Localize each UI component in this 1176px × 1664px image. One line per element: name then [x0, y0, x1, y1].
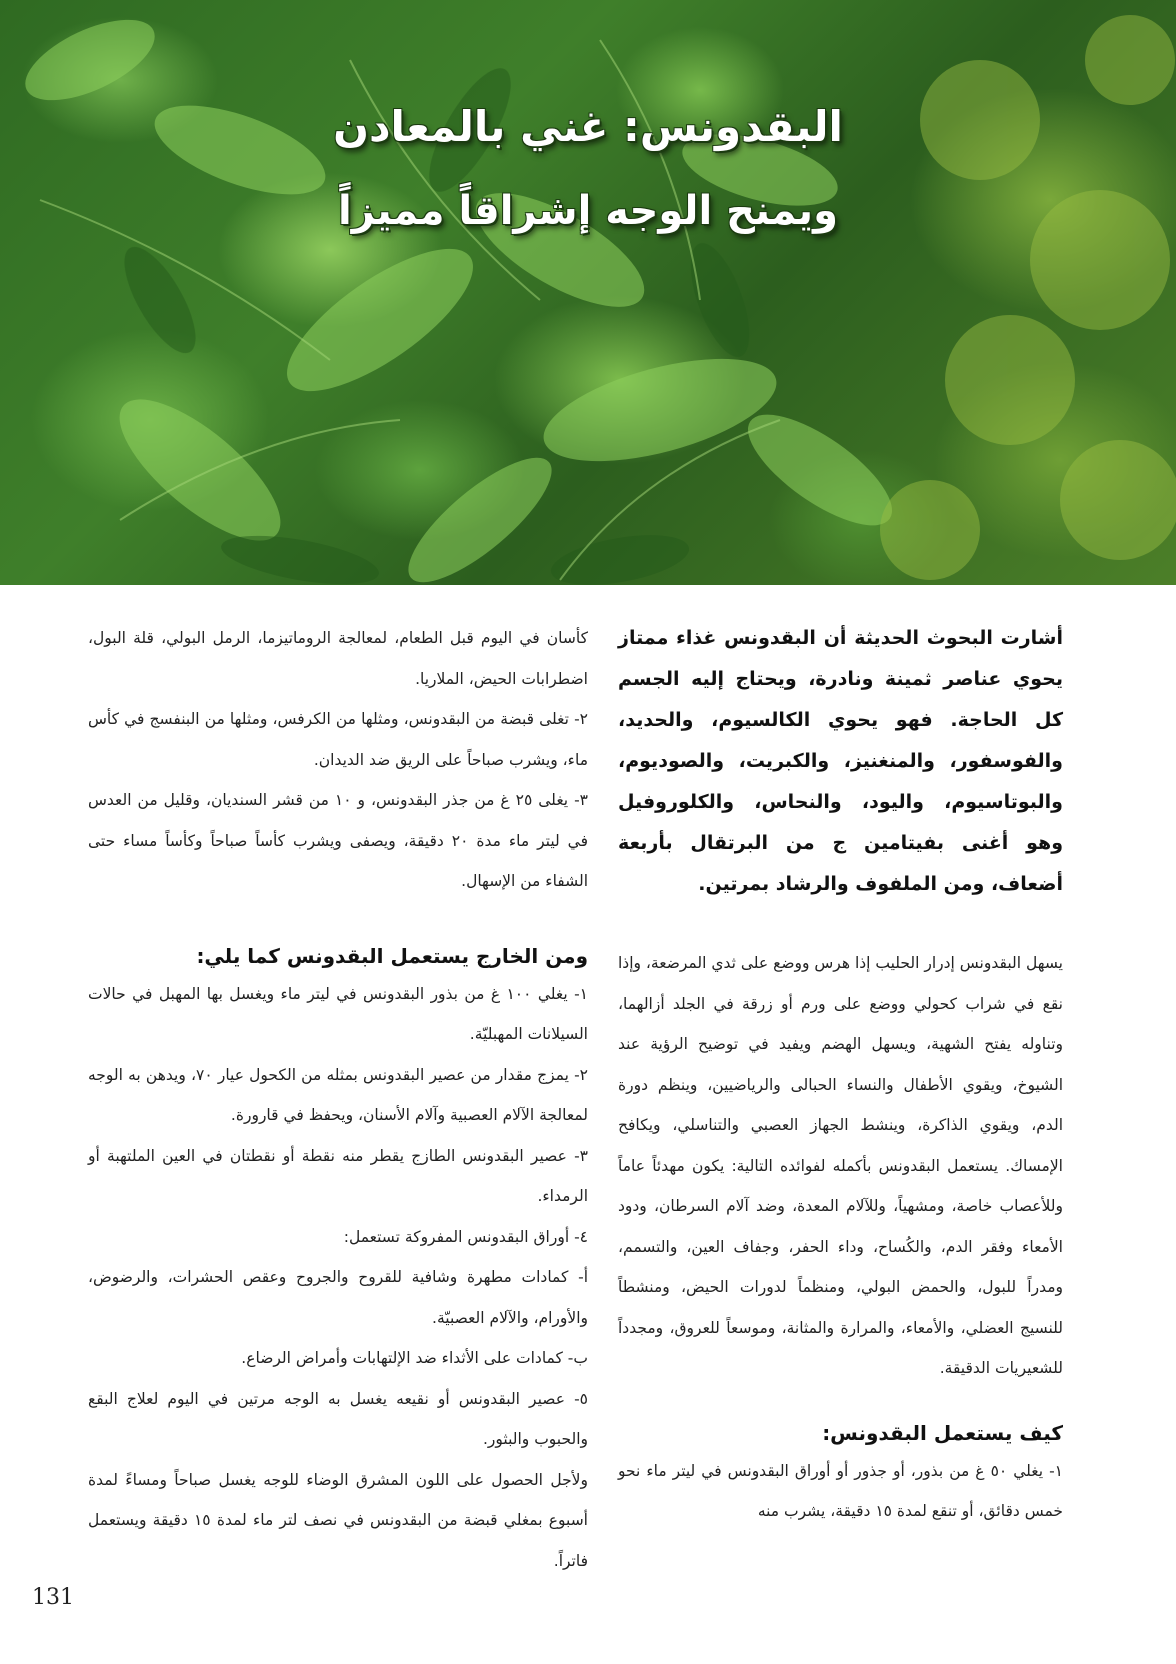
intro-paragraph: أشارت البحوث الحديثة أن البقدونس غذاء ممتاز يحوي عناصر ثمينة ونادرة، ويحتاج إليه الجسم كل الحاجة. فهو يحوي الكالسيوم، والحديد، والفوسفور، والمنغنيز، والكبريت، والصوديوم، والبوتاسيوم، واليود، والنحاس، والكلوروفيل وهو أغنى بفيتامين ج من البرتقال بأربعة أضعاف، ومن الملفوف والرشاد بمرتين. — [618, 627, 1063, 895]
external-item-4a: أ- كمادات مطهرة وشافية للقروح والجروح وعقص الحشرات، والرضوض، والأورام، والآلام العصبيّة. — [88, 1268, 588, 1327]
usage-item-1: ١- يغلي ٥٠ غ من بذور، أو جذور أو أوراق البقدونس في ليتر ماء نحو خمس دقائق، أو تنقع لمدة ١٥ دقيقة، يشرب منه — [618, 1461, 1063, 1520]
usage-item-3: ٣- يغلى ٢٥ غ من جذر البقدونس، و ١٠ من قشر السنديان، وقليل من العدس في ليتر ماء مدة ٢٠ دقيقة، ويصفى ويشرب كأساً صباحاً وكأساً مساء حتى الشفاء من الإسهال. — [88, 791, 589, 890]
page-number: 131 — [32, 1585, 74, 1610]
external-usage-heading: ومن الخارج يستعمل البقدونس كما يلي: — [196, 943, 588, 968]
external-item-3: ٣- عصير البقدونس الطازج يقطر منه نقطة أو نقطتان في العين الملتهبة أو الرمداء. — [88, 1146, 588, 1205]
external-item-4: ٤- أوراق البقدونس المفروكة تستعمل: — [343, 1227, 588, 1246]
usage-item-2: ٢- تغلى قبضة من البقدونس، ومثلها من الكرفس، ومثلها من البنفسج في كأس ماء، ويشرب صباحاً على الريق ضد الديدان. — [88, 710, 588, 769]
article-title-line2: ويمنح الوجه إشراقاً مميزاً — [338, 188, 838, 234]
external-item-2: ٢- يمزج مقدار من عصير البقدونس بمثله من الكحول عيار ٧٠، ويدهن به الوجه لمعالجة الآلام العصبية وآلام الأسنان، ويحفظ في قارورة. — [88, 1065, 588, 1124]
hero-parsley-photo — [0, 0, 1176, 585]
external-item-5: ٥- عصير البقدونس أو نقيعه يغسل به الوجه مرتين في اليوم لعلاج البقع والحبوب والبثور. — [88, 1389, 588, 1448]
external-item-4b: ب- كمادات على الأثداء ضد الإلتهابات وأمراض الرضاع. — [241, 1349, 588, 1367]
article-title-line1: البقدونس: غني بالمعادن — [333, 102, 843, 151]
closing-paragraph: ولأجل الحصول على اللون المشرق الوضاء للوجه يغسل صباحاً ومساءً لمدة أسبوع بمغلي قبضة من البقدونس في نصف لتر ماء لمدة ١٥ دقيقة ويستعمل فاتراً. — [88, 1470, 588, 1570]
left-column — [88, 618, 588, 1581]
usage-heading: كيف يستعمل البقدونس: — [822, 1420, 1063, 1445]
usage-item-1-continuation: كأسان في اليوم قبل الطعام، لمعالجة الروماتيزما، الرمل البولي، قلة البول، اضطرابات الحيض، الملاريا. — [88, 629, 588, 688]
parsley-leaves-illustration — [0, 0, 1176, 585]
right-column — [618, 618, 1063, 1532]
benefits-paragraph: يسهل البقدونس إدرار الحليب إذا هرس ووضع على ثدي المرضعة، وإذا نقع في شراب كحولي ووضع على ورم أو زرقة في الجلد أزالهما، وتناوله يفتح الشهية، ويسهل الهضم ويفيد في توضيح الرؤية عند الشيوخ، ويقوي الأطفال والنساء الحبالى والرياضيين، وينظم دورة الدم، ويقوي الذاكرة، وينشط الجهاز العصبي والتناسلي، ويكافح الإمساك. يستعمل البقدونس بأكمله لفوائده التالية: يكون مهدئاً عاماً وللأعصاب خاصة، ومشهياً، وللآلام المعدة، وضد آلام السرطان، ودود الأمعاء وفقر الدم، والكُساح، وداء الحفر، وجفاف العين، والتسمم، ومدراً للبول، والحمض البولي، ومنظماً لدورات الحيض، ومنشطاً للنسيج العضلي، والأمعاء، والمرارة والمثانة، وموسعاً للعروق، ومجدداً للشعيريات الدقيقة. — [617, 954, 1063, 1377]
external-item-1: ١- يغلي ١٠٠ غ من بذور البقدونس في ليتر ماء ويغسل بها المهبل في حالات السيلانات المهبليّة. — [88, 984, 588, 1043]
